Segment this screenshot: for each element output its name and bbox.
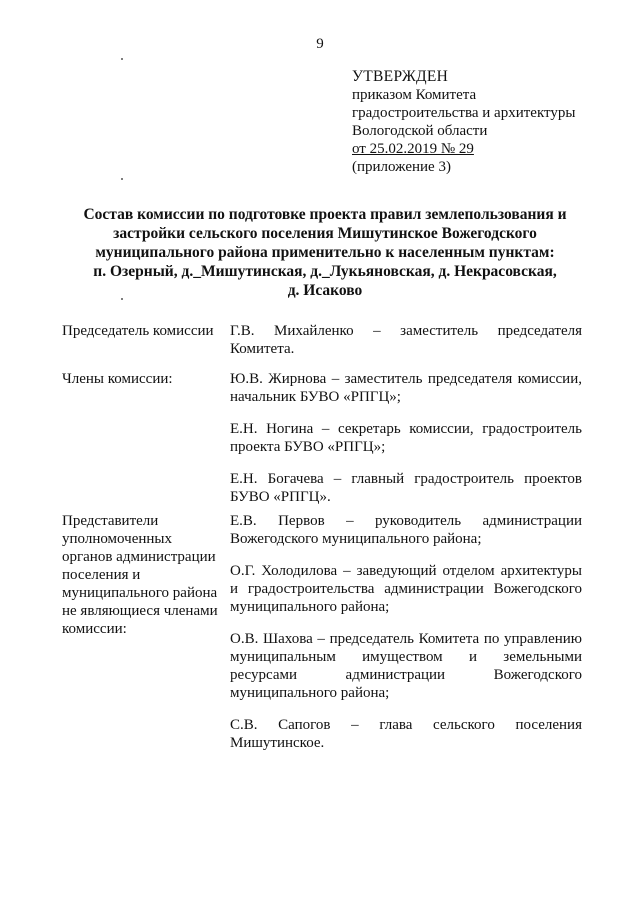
chair-entry: Г.В. Михайленко – заместитель председателя Комитета. (230, 323, 582, 357)
rep-entry: О.В. Шахова – председатель Комитета по управлению муниципальным имуществом и земельными ресурсами администрации Вожегодского муниципального района; (230, 631, 582, 701)
approval-line: Вологодской области (352, 123, 488, 139)
title-line: п. Озерный, д._Мишутинская, д._Лукьяновская, д. Некрасовская, (93, 263, 557, 280)
approval-line: приказом Комитета (352, 87, 477, 103)
title-line: Состав комиссии по подготовке проекта правил землепользования и (83, 206, 567, 223)
member-entry: Ю.В. Жирнова – заместитель председателя комиссии, начальник БУВО «РПГЦ»; (230, 371, 582, 405)
scan-speck (121, 178, 123, 180)
approval-order-number: от 25.02.2019 № 29 (352, 141, 474, 157)
reps-entries (230, 512, 582, 766)
title-line: застройки сельского поселения Мишутинское Вожегодского (113, 225, 537, 242)
approval-block (352, 68, 575, 176)
rep-entry: С.В. Сапогов – глава сельского поселения Мишутинское. (230, 717, 582, 751)
chair-label: Председатель комиссии (62, 323, 214, 339)
rep-entry: Е.В. Первов – руководитель администрации Вожегодского муниципального района; (230, 513, 582, 547)
member-entry: Е.Н. Богачева – главный градостроитель проектов БУВО «РПГЦ». (230, 471, 582, 505)
members-entries (230, 370, 582, 520)
approval-heading: УТВЕРЖДЕН (352, 68, 449, 85)
chair-entries (230, 322, 582, 372)
page-number: 9 (316, 36, 324, 52)
scan-speck (121, 58, 123, 60)
title-line: муниципального района применительно к населенным пунктам: (95, 244, 555, 261)
title-line: д. Исаково (287, 282, 363, 299)
members-label: Члены комиссии: (62, 371, 173, 387)
reps-label: Представители уполномоченных органов администрации поселения и муниципального района не являющиеся членами комиссии: (62, 513, 218, 637)
approval-line: градостроительства и архитектуры (352, 105, 576, 121)
member-entry: Е.Н. Ногина – секретарь комиссии, градостроитель проекта БУВО «РПГЦ»; (230, 421, 582, 455)
rep-entry: О.Г. Холодилова – заведующий отделом архитектуры и градостроительства администрации Вожегодского муниципального района; (230, 563, 582, 615)
approval-annex: (приложение 3) (352, 159, 451, 175)
document-title (80, 205, 570, 300)
